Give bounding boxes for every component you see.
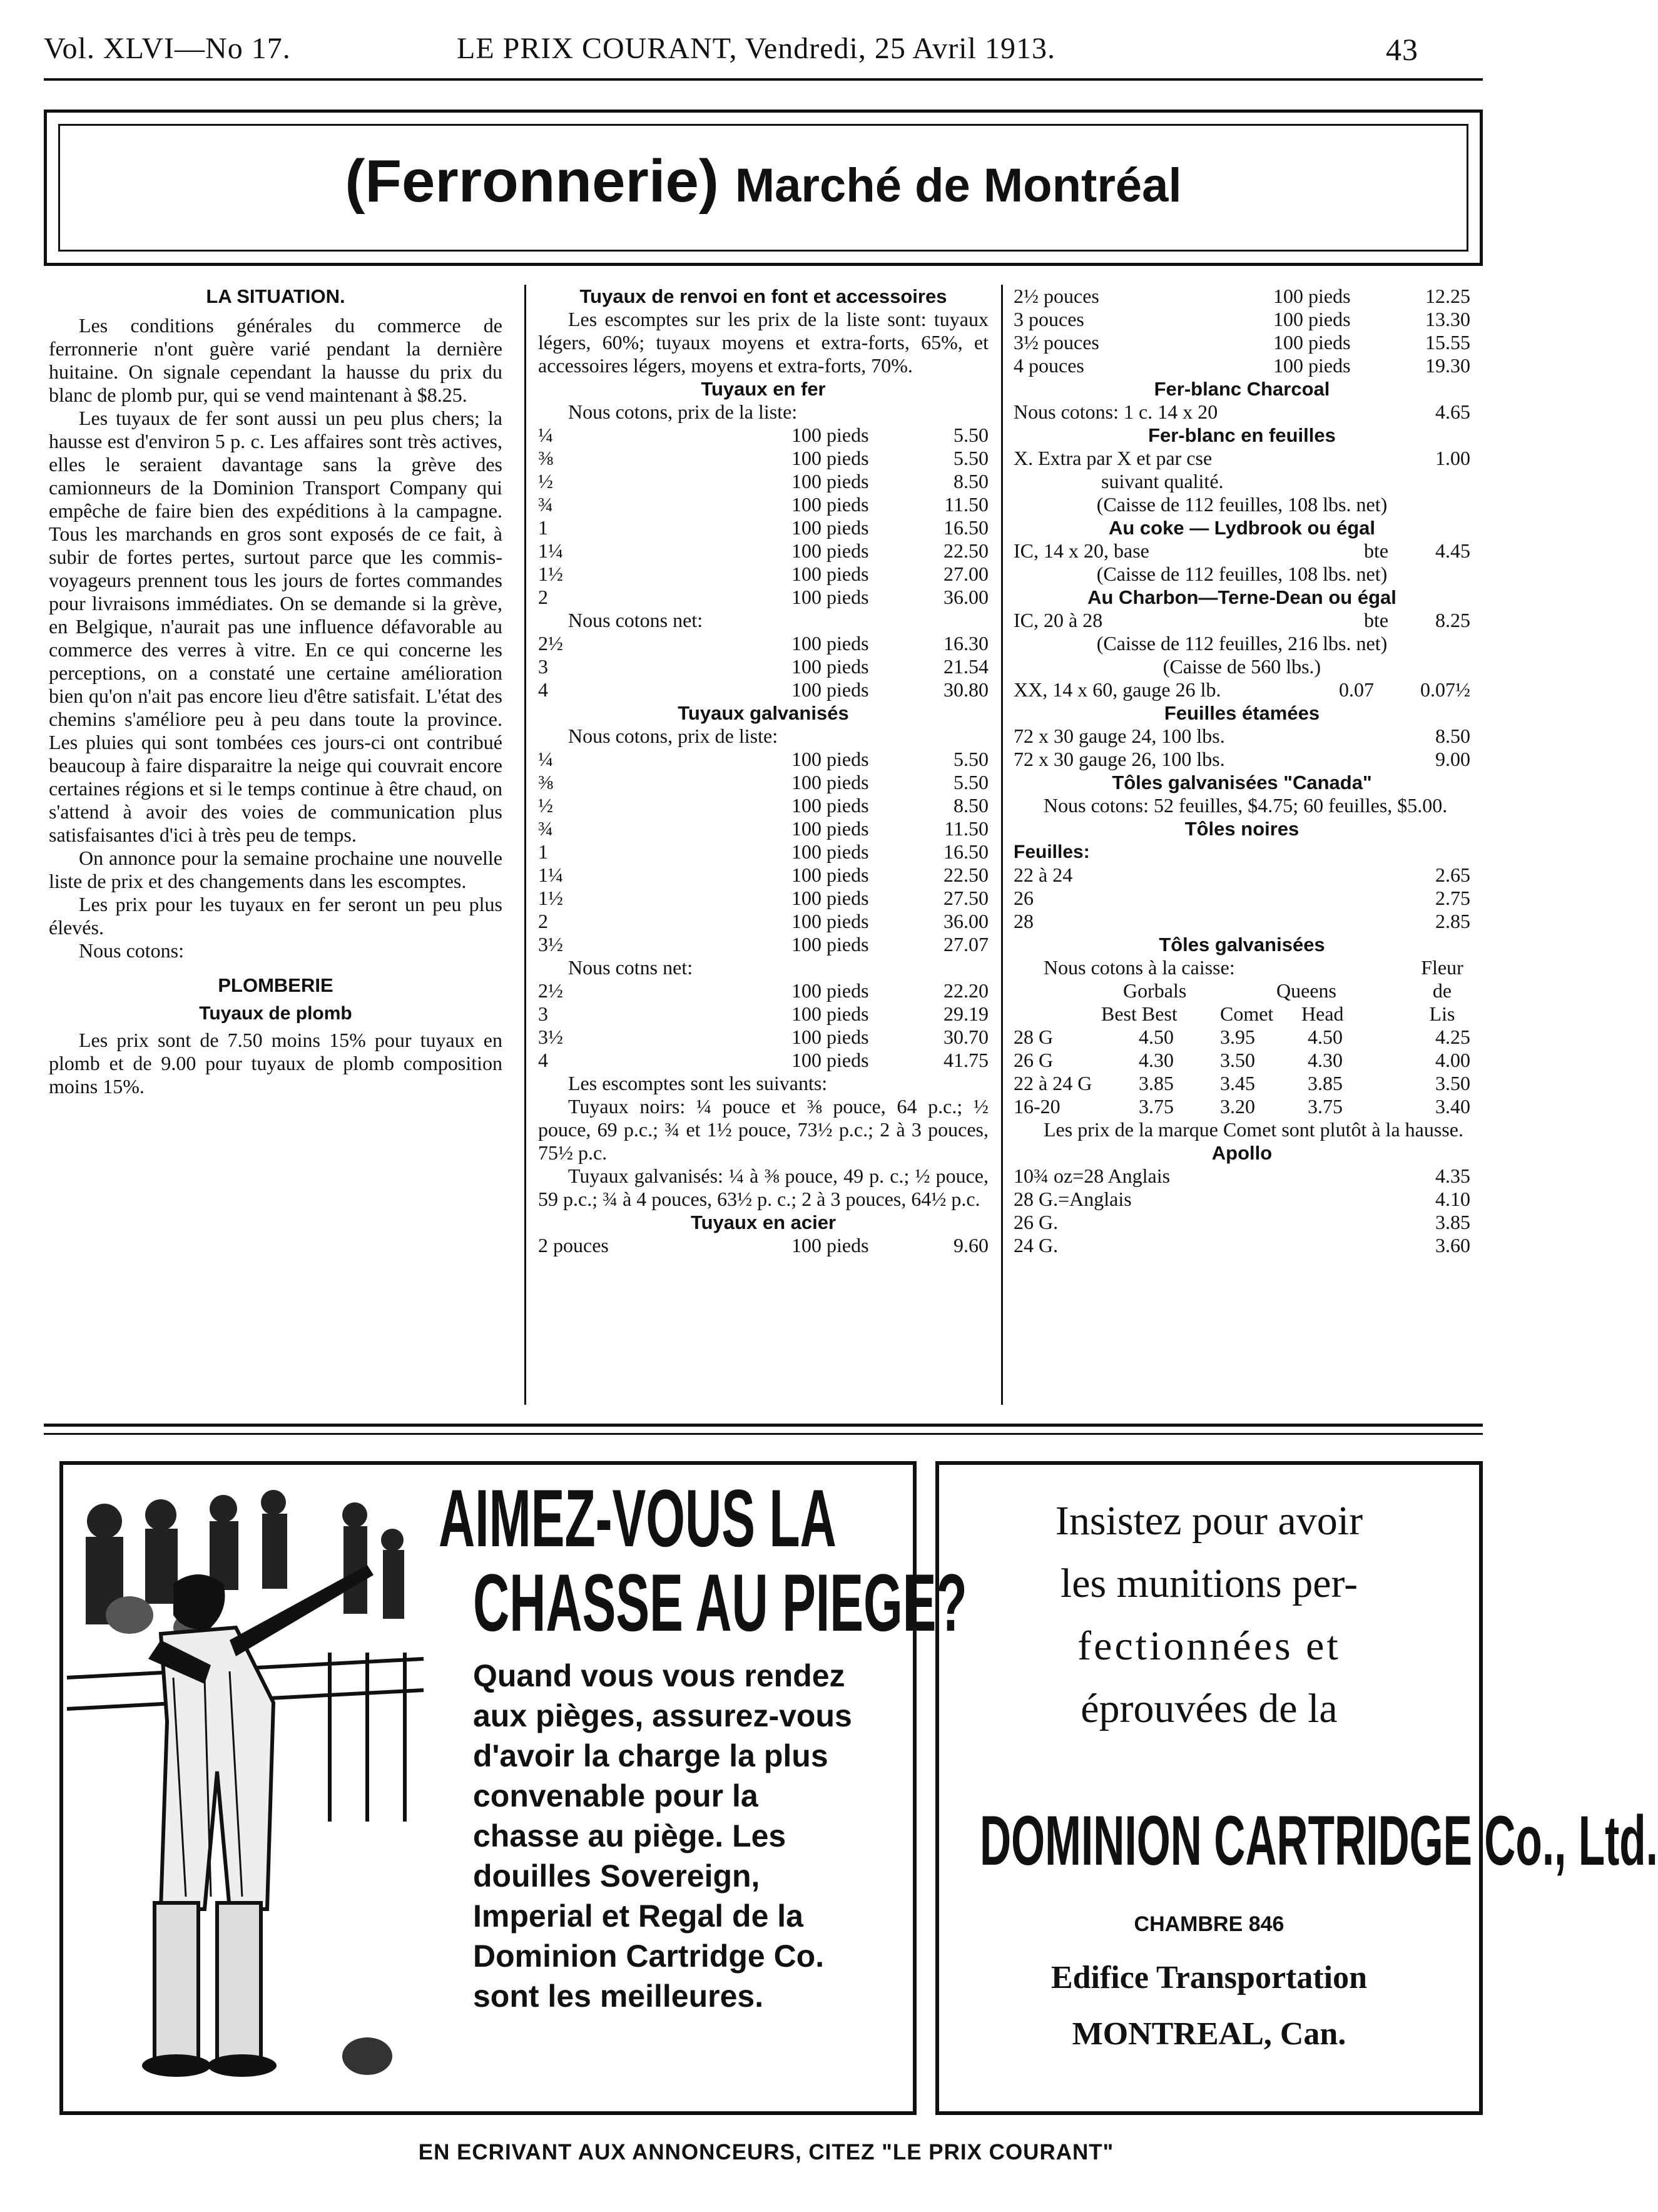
price-row — [538, 748, 989, 771]
ad-chasse — [59, 1461, 967, 2115]
tuyaux-plomb-heading: Tuyaux de plomb — [199, 1003, 352, 1024]
charcoal-line: Nous cotons: 1 c. 14 x 20 — [1014, 400, 1218, 423]
price-size: 1½ — [538, 887, 563, 909]
price-value: 8.50 — [954, 794, 989, 817]
price-value: 30.80 — [943, 678, 989, 701]
price-value: 8.50 — [1435, 725, 1470, 747]
x-price: 1.00 — [1435, 447, 1470, 469]
price-row — [1014, 331, 1470, 354]
price-value: 2.65 — [1435, 864, 1470, 886]
price-size: 2 pouces — [538, 1234, 609, 1256]
price-row — [538, 632, 989, 655]
galvs-head-row-2 — [1014, 1002, 1470, 1026]
price-value: 4.10 — [1435, 1188, 1470, 1210]
price-row — [538, 1026, 989, 1049]
galvs-heading: Tôles galvanisées — [1159, 934, 1325, 956]
xx-row — [1014, 678, 1470, 701]
price-size: 2½ — [538, 979, 563, 1002]
situation-para-2: Les tuyaux de fer sont aussi un peu plus chers; la hausse est d'environ 5 p. c. Les affaires sont très actives, elles le seraient davantage sans la grève des camionneurs de la Dominion Transport Company qui empêche de faire bien des expéditions à la campagne. Tous les marchands en gros sont exposés de ce fait, à subir de fortes pertes, surtout parce que les commis-voyageurs prennent tous les jours de fortes commandes pour livraisons immédiates. On se demande si la grève, en Belgique, n'aurait pas une influence défavorable au commerce des verres à vitre. En ce qui concerne les perceptions, on a constaté une certaine amélioration bien qu'on n'ait pas encore lieu d'être satisfait. L'état des chemins s'améliore peu à peu dans toute la province. Les pluies qui sont tombées ces jours-ci ont contribué beaucoup à faire disparaitre la neige qui couvrait encore certaines régions et si le temps continue à être chaud, on s'attend à avoir des voies de communication plus satisfaisantes d'ici à très peu de temps. — [49, 407, 502, 846]
charbon-caisse-2: (Caisse de 560 lbs.) — [1162, 655, 1321, 678]
price-value: 11.50 — [944, 817, 989, 840]
price-value: 41.75 — [943, 1049, 989, 1071]
table-cell-comet: 3.45 — [1220, 1072, 1255, 1094]
x-line: X. Extra par X et par cse — [1014, 447, 1213, 469]
price-row — [538, 817, 989, 840]
galvs-note: Les prix de la marque Comet sont plutôt à la hausse. — [1044, 1118, 1463, 1141]
ads-top-rule — [44, 1424, 1483, 1427]
price-size: 3 — [538, 655, 548, 678]
column-divider-1 — [524, 285, 526, 1405]
ad-cartridge-copy — [939, 1490, 1479, 1740]
price-size: 1 — [538, 840, 548, 863]
ad-cartridge-chambre: CHAMBRE 846 — [1134, 1912, 1284, 1936]
table-cell-gorbals: 4.50 — [1139, 1026, 1174, 1048]
table-cell-comet: 3.95 — [1220, 1026, 1255, 1048]
price-value: 5.50 — [954, 771, 989, 793]
situation-para-5: Nous cotons: — [79, 939, 184, 962]
ads-top-rule-thin — [44, 1433, 1483, 1435]
price-row — [538, 1234, 989, 1257]
price-row — [538, 447, 989, 470]
table-cell-head: 3.85 — [1308, 1072, 1343, 1094]
trapshooter-illustration — [67, 1471, 424, 2103]
escomptes-intro: Les escomptes sont les suivants: — [568, 1072, 828, 1094]
price-row — [538, 933, 989, 956]
price-unit: 100 pieds — [791, 447, 869, 469]
price-unit: 100 pieds — [791, 1002, 869, 1025]
banner-title-sub: Marché de Montréal — [735, 159, 1182, 212]
price-unit: 100 pieds — [791, 817, 869, 840]
price-value: 5.50 — [954, 748, 989, 770]
coke-line: IC, 14 x 20, base — [1014, 539, 1149, 562]
ad-cartridge-line-1: Insistez pour avoir — [1055, 1498, 1363, 1544]
price-unit: 100 pieds — [791, 563, 869, 585]
table-cell-gauge: 22 à 24 G — [1014, 1072, 1092, 1094]
column-tuyaux — [538, 285, 989, 1257]
price-size: 72 x 30 gauge 24, 100 lbs. — [1014, 725, 1225, 747]
price-row — [538, 840, 989, 864]
galv-net-intro: Nous cotns net: — [568, 956, 693, 979]
price-size: 1 — [538, 516, 548, 539]
price-unit: 100 pieds — [791, 887, 869, 909]
x-sub: suivant qualité. — [1101, 470, 1224, 492]
column-divider-2 — [1001, 285, 1003, 1405]
price-value: 27.50 — [943, 887, 989, 909]
price-value: 2.85 — [1435, 910, 1470, 932]
situation-para-4: Les prix pour les tuyaux en fer seront un peu plus élevés. — [49, 893, 502, 939]
charbon-row — [1014, 609, 1470, 632]
price-value: 27.07 — [943, 933, 989, 956]
ad-cartridge-edifice: Edifice Transportation — [1050, 1960, 1368, 1995]
price-row — [1014, 748, 1470, 771]
price-unit: 100 pieds — [791, 979, 869, 1002]
price-size: 1¼ — [538, 539, 563, 562]
price-row — [538, 910, 989, 933]
price-row — [1014, 1211, 1470, 1234]
coke-caisse: (Caisse de 112 feuilles, 108 lbs. net) — [1096, 563, 1388, 585]
galvs-intro: Nous cotons à la caisse: — [1044, 956, 1235, 979]
table-cell-head: 3.75 — [1308, 1095, 1343, 1118]
price-value: 8.50 — [954, 470, 989, 492]
situation-para-3: On annonce pour la semaine prochaine une nouvelle liste de prix et des changements dans les escomptes. — [49, 847, 502, 892]
price-size: 3 pouces — [1014, 308, 1084, 330]
price-unit: 100 pieds — [791, 586, 869, 608]
charcoal-price: 4.65 — [1435, 400, 1470, 423]
price-row — [1014, 1165, 1470, 1188]
price-unit: 100 pieds — [791, 632, 869, 655]
price-value: 15.55 — [1425, 331, 1470, 354]
price-row — [538, 1049, 989, 1072]
price-size: 26 — [1014, 887, 1034, 909]
coke-price: 4.45 — [1435, 539, 1470, 562]
price-value: 19.30 — [1425, 354, 1470, 377]
price-unit: 100 pieds — [791, 910, 869, 932]
price-size: ½ — [538, 470, 553, 492]
price-size: 28 — [1014, 910, 1034, 932]
price-row — [1014, 887, 1470, 910]
canada-heading: Tôles galvanisées "Canada" — [1112, 772, 1372, 793]
price-size: ½ — [538, 794, 553, 817]
price-value: 27.00 — [943, 563, 989, 585]
ad-cartridge-company: DOMINION CARTRIDGE Co., Ltd. — [980, 1802, 1658, 1880]
coke-heading: Au coke — Lydbrook ou égal — [1108, 517, 1376, 539]
journal-title: LE PRIX COURANT, Vendredi, 25 Avril 1913. — [457, 32, 1055, 65]
price-unit: 100 pieds — [791, 1049, 869, 1071]
price-row — [1014, 354, 1470, 377]
price-size: 3½ pouces — [1014, 331, 1099, 354]
price-size: 72 x 30 gauge 26, 100 lbs. — [1014, 748, 1225, 770]
table-row — [1014, 1072, 1470, 1095]
charbon-line: IC, 20 à 28 — [1014, 609, 1103, 631]
charcoal-heading: Fer-blanc Charcoal — [1154, 378, 1330, 400]
galvs-col-queens: Queens — [1276, 979, 1336, 1002]
table-cell-comet: 3.50 — [1220, 1049, 1255, 1071]
price-row — [1014, 308, 1470, 331]
apollo-heading: Apollo — [1211, 1142, 1273, 1164]
price-row — [538, 563, 989, 586]
noires-price-list — [1014, 864, 1470, 933]
price-value: 16.50 — [943, 840, 989, 863]
price-unit: 100 pieds — [791, 1026, 869, 1048]
coke-unit: bte — [1364, 539, 1389, 562]
feuilles-heading: Fer-blanc en feuilles — [1148, 424, 1336, 446]
table-cell-head: 4.50 — [1308, 1026, 1343, 1048]
price-value: 9.00 — [1435, 748, 1470, 770]
situation-heading: LA SITUATION. — [206, 285, 345, 307]
renvoi-text: Les escomptes sur les prix de la liste sont: tuyaux légers, 60%; tuyaux moyens et extra-forts, 65%, et accessoires légers, moyens et extra-forts, 70%. — [538, 308, 989, 377]
volume-label: Vol. XLVI—No 17. — [44, 32, 291, 65]
etamees-heading: Feuilles étamées — [1164, 702, 1320, 724]
ad-cartridge-city: MONTREAL, Can. — [1072, 2016, 1346, 2052]
price-value: 5.50 — [954, 424, 989, 446]
table-cell-lis: 3.40 — [1435, 1095, 1470, 1118]
banner-title-main: (Ferronnerie) — [345, 148, 719, 215]
price-row — [538, 655, 989, 678]
price-unit: 100 pieds — [791, 424, 869, 446]
price-row — [538, 771, 989, 794]
table-cell-lis: 4.00 — [1435, 1049, 1470, 1071]
price-unit: 100 pieds — [791, 794, 869, 817]
table-cell-comet: 3.20 — [1220, 1095, 1255, 1118]
price-value: 11.50 — [944, 493, 989, 516]
noires-heading: Tôles noires — [1184, 818, 1299, 840]
table-cell-gorbals: 4.30 — [1139, 1049, 1174, 1071]
table-row — [1014, 1049, 1470, 1072]
price-row — [1014, 910, 1470, 933]
price-value: 22.20 — [943, 979, 989, 1002]
ad-chasse-body: Quand vous vous rendez aux pièges, assurez-vous d'avoir la charge la plus convenable pour la chasse au piège. Les douilles Sovereign, Imperial et Regal de la Dominion Cartridge Co. sont les meilleures. — [473, 1658, 852, 2014]
escomptes-noirs: Tuyaux noirs: ¼ pouce et ⅜ pouce, 64 p.c.; ½ pouce, 69 p.c.; ¾ et 1½ pouce, 73½ p.c.; 2 à 3 pouces, 75½ p.c. — [538, 1095, 989, 1164]
price-value: 36.00 — [943, 586, 989, 608]
price-size: ¼ — [538, 424, 553, 446]
price-size: 2½ pouces — [1014, 285, 1099, 307]
table-cell-gorbals: 3.75 — [1139, 1095, 1174, 1118]
ad-cartridge-line-2: les munitions per- — [1060, 1561, 1358, 1606]
galvs-col-fleur: Fleur — [1421, 956, 1463, 979]
charbon-price: 8.25 — [1435, 609, 1470, 631]
escomptes-galv: Tuyaux galvanisés: ¼ à ⅜ pouce, 49 p. c.; ½ pouce, 59 p.c.; ¾ à 4 pouces, 63½ p. c.; 2 à 3 pouces, 64½ p.c. — [538, 1165, 989, 1210]
price-value: 13.30 — [1425, 308, 1470, 330]
price-value: 36.00 — [943, 910, 989, 932]
price-size: 2 — [538, 910, 548, 932]
charbon-caisse-1: (Caisse de 112 feuilles, 216 lbs. net) — [1096, 632, 1388, 655]
price-unit: 100 pieds — [1273, 285, 1351, 307]
price-size: 2 — [538, 586, 548, 608]
price-size: ⅜ — [538, 771, 553, 793]
xx-price-2: 0.07½ — [1420, 678, 1470, 701]
price-value: 5.50 — [954, 447, 989, 469]
price-value: 22.50 — [943, 539, 989, 562]
price-unit: 100 pieds — [791, 840, 869, 863]
galvs-col-lis: Lis — [1429, 1002, 1455, 1025]
fer-net-intro: Nous cotons net: — [568, 609, 703, 631]
price-row — [538, 864, 989, 887]
price-value: 21.54 — [943, 655, 989, 678]
price-size: 3 — [538, 1002, 548, 1025]
price-size: ⅜ — [538, 447, 553, 469]
price-size: 4 — [538, 1049, 548, 1071]
price-unit: 100 pieds — [1273, 331, 1351, 354]
price-unit: 100 pieds — [791, 1234, 869, 1256]
x-caisse: (Caisse de 112 feuilles, 108 lbs. net) — [1096, 493, 1388, 516]
price-row — [538, 794, 989, 817]
ad-chasse-headline-2: CHASSE AU PIEGE? — [473, 1557, 967, 1648]
noires-sub: Feuilles: — [1014, 842, 1090, 862]
page-number: 43 — [1386, 32, 1418, 67]
price-row — [1014, 1188, 1470, 1211]
table-cell-lis: 4.25 — [1435, 1026, 1470, 1048]
canada-text: Nous cotons: 52 feuilles, $4.75; 60 feuilles, $5.00. — [1044, 794, 1448, 817]
charbon-heading: Au Charbon—Terne-Dean ou égal — [1087, 586, 1396, 608]
price-size: 2½ — [538, 632, 563, 655]
galvs-col-head: Head — [1301, 1002, 1344, 1025]
price-size: 26 G. — [1014, 1211, 1059, 1233]
price-size: ¾ — [538, 493, 553, 516]
price-unit: 100 pieds — [791, 655, 869, 678]
price-row — [538, 1002, 989, 1026]
renvoi-heading: Tuyaux de renvoi en font et accessoires — [579, 285, 947, 307]
price-size: 1¼ — [538, 864, 563, 886]
galvs-col-de: de — [1432, 979, 1452, 1002]
galv-net-price-list — [538, 979, 989, 1072]
price-value: 16.50 — [943, 516, 989, 539]
x-row — [1014, 447, 1470, 470]
ad-cartridge-line-4: éprouvées de la — [1081, 1686, 1338, 1731]
acier-heading: Tuyaux en acier — [690, 1211, 837, 1233]
price-unit: 100 pieds — [791, 748, 869, 770]
table-cell-gauge: 28 G — [1014, 1026, 1054, 1048]
situation-para-1: Les conditions générales du commerce de ferronnerie n'ont guère varié pendant la dernière huitaine. On signale cependant la hausse du prix du blanc de plomb pur, qui se vend maintenant à $8.25. — [49, 314, 502, 406]
fer-heading: Tuyaux en fer — [701, 378, 826, 400]
price-row — [1014, 864, 1470, 887]
fer-net-price-list — [538, 632, 989, 701]
price-size: 4 — [538, 678, 548, 701]
price-row — [1014, 725, 1470, 748]
price-value: 22.50 — [943, 864, 989, 886]
galv-intro: Nous cotons, prix de liste: — [568, 725, 778, 747]
price-value: 2.75 — [1435, 887, 1470, 909]
price-value: 3.60 — [1435, 1234, 1470, 1256]
table-cell-gauge: 26 G — [1014, 1049, 1054, 1071]
ad-dominion-cartridge — [935, 1461, 1658, 2115]
price-row — [538, 539, 989, 563]
price-unit: 100 pieds — [791, 771, 869, 793]
column-situation — [49, 285, 502, 1098]
table-cell-gorbals: 3.85 — [1139, 1072, 1174, 1094]
acier-price-list — [538, 1234, 989, 1257]
price-size: 3½ — [538, 1026, 563, 1048]
price-row — [538, 678, 989, 701]
galvs-head-row-1 — [1014, 979, 1470, 1002]
price-unit: 100 pieds — [791, 539, 869, 562]
xx-price-1: 0.07 — [1339, 678, 1374, 701]
price-value: 12.25 — [1425, 285, 1470, 307]
price-size: 3½ — [538, 933, 563, 956]
price-size: 28 G.=Anglais — [1014, 1188, 1132, 1210]
price-row — [538, 887, 989, 910]
coke-row — [1014, 539, 1470, 563]
price-value: 16.30 — [943, 632, 989, 655]
table-cell-head: 4.30 — [1308, 1049, 1343, 1071]
galv-price-list — [538, 748, 989, 956]
price-row — [1014, 285, 1470, 308]
price-row — [538, 586, 989, 609]
price-value: 3.85 — [1435, 1211, 1470, 1233]
plomb-para: Les prix sont de 7.50 moins 15% pour tuyaux en plomb et de 9.00 pour tuyaux de plomb composition moins 15%. — [49, 1029, 502, 1098]
header-rule — [44, 78, 1483, 81]
price-row — [538, 470, 989, 493]
price-size: 4 pouces — [1014, 354, 1084, 377]
price-row — [538, 979, 989, 1002]
price-row — [538, 516, 989, 539]
price-value: 4.35 — [1435, 1165, 1470, 1187]
galvs-col-comet: Comet — [1220, 1002, 1274, 1025]
column-tole — [1014, 285, 1470, 1257]
table-cell-gauge: 16-20 — [1014, 1095, 1060, 1118]
section-banner — [44, 110, 1483, 266]
galvs-price-table — [1014, 1026, 1470, 1118]
price-size: 1½ — [538, 563, 563, 585]
galv-heading: Tuyaux galvanisés — [678, 702, 849, 724]
plomberie-heading: PLOMBERIE — [218, 974, 333, 996]
ad-chasse-headline-1: AIMEZ-VOUS LA — [439, 1472, 837, 1564]
charbon-unit: bte — [1364, 609, 1389, 631]
price-size: 24 G. — [1014, 1234, 1059, 1256]
banner-title — [47, 147, 1480, 216]
price-row — [538, 493, 989, 516]
apollo-price-list — [1014, 1165, 1470, 1257]
price-value: 30.70 — [943, 1026, 989, 1048]
table-row — [1014, 1026, 1470, 1049]
xx-line: XX, 14 x 60, gauge 26 lb. — [1014, 678, 1221, 701]
table-cell-lis: 3.50 — [1435, 1072, 1470, 1094]
price-unit: 100 pieds — [791, 678, 869, 701]
price-unit: 100 pieds — [791, 864, 869, 886]
price-unit: 100 pieds — [791, 470, 869, 492]
price-row — [538, 424, 989, 447]
price-unit: 100 pieds — [1273, 354, 1351, 377]
fer-price-list — [538, 424, 989, 609]
footer-notice: EN ECRIVANT AUX ANNONCEURS, CITEZ "LE PRIX COURANT" — [418, 2140, 1114, 2164]
price-unit: 100 pieds — [791, 933, 869, 956]
price-unit: 100 pieds — [1273, 308, 1351, 330]
charcoal-row — [1014, 400, 1470, 424]
price-size: 10¾ oz=28 Anglais — [1014, 1165, 1171, 1187]
etamees-price-list — [1014, 725, 1470, 771]
galvs-intro-row — [1014, 956, 1470, 979]
ad-cartridge-line-3: fectionnées et — [1077, 1623, 1341, 1669]
table-row — [1014, 1095, 1470, 1118]
acier-cont-price-list — [1014, 285, 1470, 377]
price-unit: 100 pieds — [791, 516, 869, 539]
fer-intro: Nous cotons, prix de la liste: — [568, 400, 798, 423]
price-value: 29.19 — [943, 1002, 989, 1025]
galvs-col-gorbals: Gorbals — [1123, 979, 1187, 1002]
price-unit: 100 pieds — [791, 493, 869, 516]
price-size: 22 à 24 — [1014, 864, 1073, 886]
price-size: ¾ — [538, 817, 553, 840]
price-size: ¼ — [538, 748, 553, 770]
price-value: 9.60 — [954, 1234, 989, 1256]
galvs-col-bestbest: Best Best — [1101, 1002, 1177, 1025]
price-row — [1014, 1234, 1470, 1257]
